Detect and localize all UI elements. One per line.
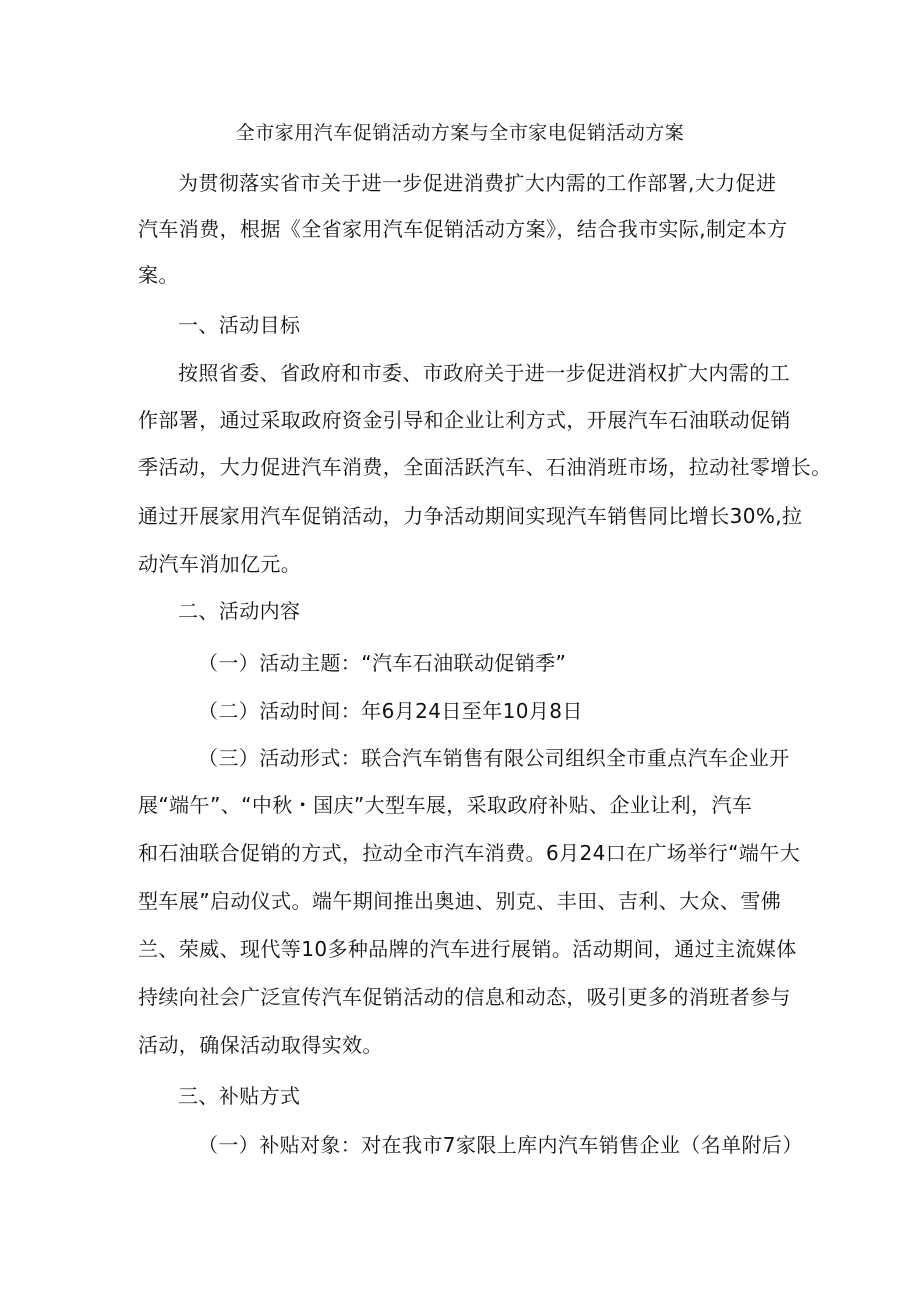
paragraph-line: 为贯彻落实省市关于进一步促进消费扩大内需的工作部署,大力促进: [178, 171, 777, 195]
subsection-line: （一）补贴对象：对在我市7家限上库内汽车销售企业（名单附后）: [198, 1133, 803, 1157]
subsection-line: （三）活动形式：联合汽车销售有限公司组织全市重点汽车企业开: [198, 746, 790, 770]
paragraph-line: 展“端午”、“中秋・国庆”大型车展，采取政府补贴、企业让利，汽车: [138, 793, 753, 817]
paragraph-line: 按照省委、省政府和市委、市政府关于进一步促进消权扩大内需的工: [178, 361, 790, 385]
paragraph-line: 动汽车消加亿元。: [138, 552, 302, 576]
document-title: 全市家用汽车促销活动方案与全市家电促销活动方案: [235, 122, 685, 144]
subsection-line: （一）活动主题：“汽车石油联动促销季”: [198, 651, 567, 675]
section-heading: 二、活动内容: [178, 599, 301, 623]
paragraph-line: 和石油联合促销的方式，拉动全市汽车消费。6月24口在广场举行“端午大: [138, 841, 801, 865]
subsection-line: （二）活动时间：年6月24日至年10月8日: [198, 699, 583, 723]
paragraph-line: 兰、荣威、现代等10多种品牌的汽车进行展销。活动期间，通过主流媒体: [138, 937, 797, 961]
paragraph-line: 季活动，大力促进汽车消费，全面活跃汽车、石油消班市场，拉动社零增长。: [138, 455, 832, 479]
paragraph-line: 汽车消费，根据《全省家用汽车促销活动方案》，结合我市实际,制定本方: [138, 217, 788, 241]
paragraph-line: 案。: [138, 263, 179, 287]
paragraph-line: 作部署，通过采取政府资金引导和企业让利方式，开展汽车石油联动促销: [138, 408, 791, 432]
paragraph-line: 持续向社会广泛宣传汽车促销活动的信息和动态，吸引更多的消班者参与: [138, 985, 791, 1009]
section-heading: 三、补贴方式: [178, 1084, 301, 1108]
paragraph-line: 通过开展家用汽车促销活动，力争活动期间实现汽车销售同比增长30%,拉: [138, 504, 803, 528]
paragraph-line: 型车展”启动仪式。端午期间推出奥迪、别克、丰田、吉利、大众、雪佛: [138, 889, 782, 913]
section-heading: 一、活动目标: [178, 313, 301, 337]
paragraph-line: 活动，确保活动取得实效。: [138, 1033, 383, 1057]
